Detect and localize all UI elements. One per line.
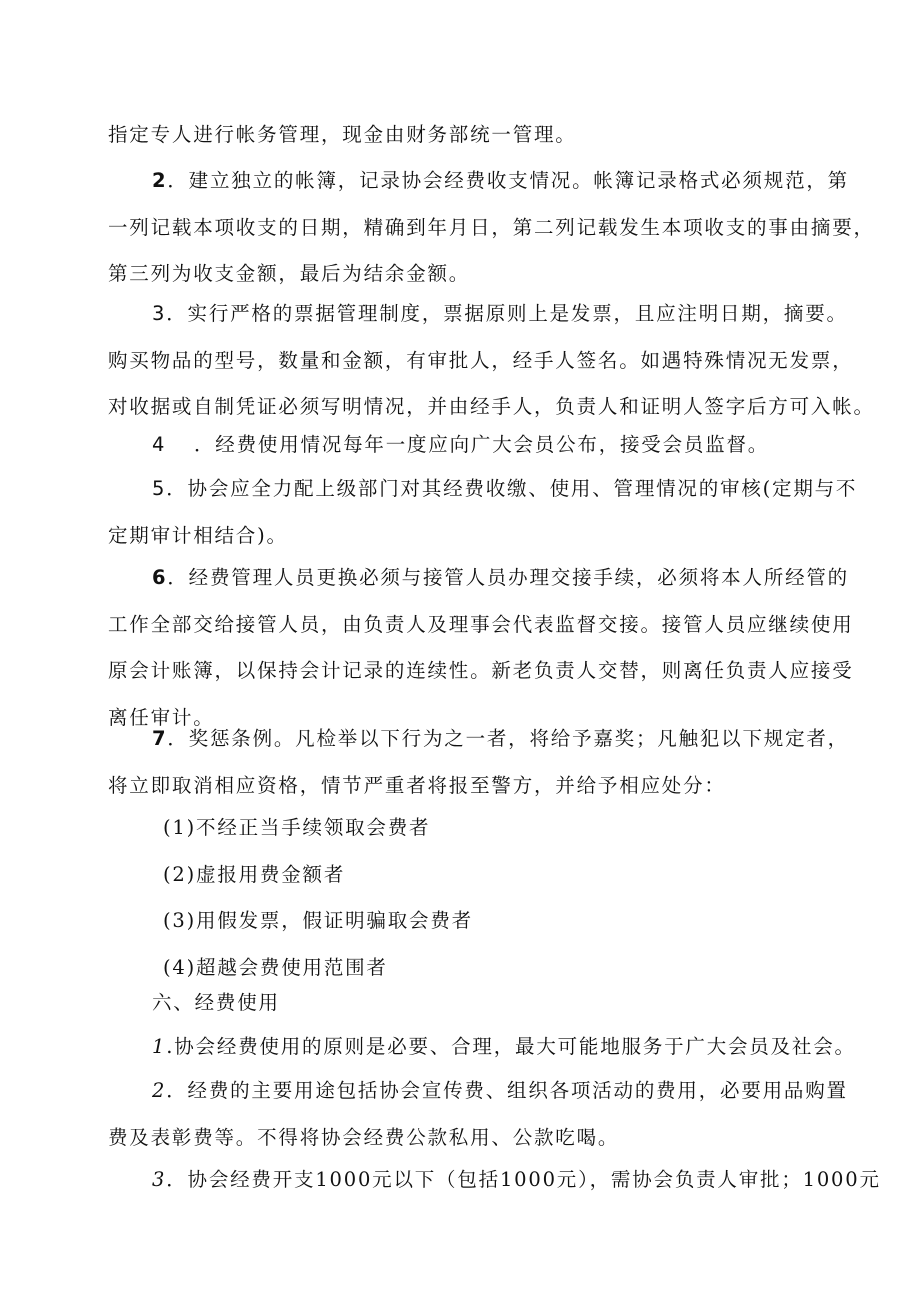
text-segment: ．经费管理人员更换必须与接管人员办理交接手续，必须将本人所经管的 bbox=[167, 566, 849, 589]
text-line bbox=[108, 716, 849, 763]
text-segment: ．协会应全力配上级部门对其经费收缴、使用、管理情况的审核(定期与不 bbox=[166, 477, 858, 500]
paragraph-continuation bbox=[108, 112, 577, 159]
text-segment: ．协会经费开支1000元以下（包括1000元），需协会负责人审批；1000元 bbox=[166, 1168, 881, 1191]
paragraph-item-2 bbox=[108, 158, 875, 298]
item-number: 2 bbox=[152, 169, 168, 192]
paragraph-item-3 bbox=[108, 291, 875, 431]
text-line bbox=[108, 291, 875, 338]
item-number: 6 bbox=[152, 566, 168, 589]
text-segment: ．奖惩条例。凡检举以下行为之一者，将给予嘉奖；凡触犯以下规定者， bbox=[167, 727, 849, 750]
paragraph-item-5 bbox=[108, 466, 857, 559]
list-item: (2)虚报用费金额者 bbox=[163, 862, 346, 886]
text-line bbox=[108, 422, 769, 469]
section-item-3 bbox=[108, 1157, 881, 1204]
text-segment: ．建立独立的帐簿，记录协会经费收支情况。帐簿记录格式必须规范，第 bbox=[167, 169, 849, 192]
text-line: 费及表彰费等。不得将协会经费公款私用、公款吃喝。 bbox=[108, 1125, 620, 1149]
text-line: 工作全部交给接管人员，由负责人及理事会代表监督交接。接管人员应继续使用 bbox=[108, 612, 854, 636]
text-line bbox=[108, 555, 854, 602]
text-segment: ．经费使用情况每年一度应向广大会员公布，接受会员监督。 bbox=[194, 433, 770, 456]
item-number: 1 bbox=[152, 1035, 167, 1058]
list-item: (3)用假发票，假证明骗取会费者 bbox=[163, 909, 473, 932]
paragraph-item-6 bbox=[108, 555, 854, 741]
section-heading bbox=[152, 980, 280, 1027]
item-number: 3 bbox=[152, 1168, 167, 1191]
text-line: 离任审计。 bbox=[108, 705, 215, 729]
text-line bbox=[108, 466, 857, 513]
section-item-1 bbox=[108, 1024, 856, 1071]
text-line bbox=[108, 1068, 848, 1115]
text-line: 一列记载本项收支的日期，精确到年月日，第二列记载发生本项收支的事由摘要， bbox=[108, 215, 875, 239]
text-line bbox=[108, 1024, 856, 1071]
text-line bbox=[108, 1157, 881, 1204]
item-number: 3 bbox=[152, 302, 167, 325]
item-number: 5 bbox=[152, 477, 167, 500]
sub-item-list bbox=[163, 805, 473, 991]
text-line: 第三列为收支金额，最后为结余金额。 bbox=[108, 262, 471, 285]
text-line: 购买物品的型号，数量和金额，有审批人，经手人签名。如遇特殊情况无发票， bbox=[108, 348, 854, 372]
text-segment: ．经费的主要用途包括协会宣传费、组织各项活动的费用，必要用品购置 bbox=[166, 1079, 848, 1102]
section-title: 六、经费使用 bbox=[152, 991, 280, 1014]
text-line bbox=[108, 158, 875, 205]
item-number: 7 bbox=[152, 727, 168, 750]
item-number: 2 bbox=[152, 1079, 167, 1102]
item-number: 4 bbox=[152, 433, 167, 456]
text-line: 定期审计相结合)。 bbox=[108, 523, 288, 547]
paragraph-item-4 bbox=[108, 422, 769, 469]
text-segment: .协会经费使用的原则是必要、合理，最大可能地服务于广大会员及社会。 bbox=[166, 1035, 856, 1058]
list-item: (4)超越会费使用范围者 bbox=[163, 955, 388, 979]
text-line: 将立即取消相应资格，情节严重者将报至警方，并给予相应处分： bbox=[108, 773, 726, 797]
text-segment: ．实行严格的票据管理制度，票据原则上是发票，且应注明日期，摘要。 bbox=[166, 302, 848, 325]
section-item-2 bbox=[108, 1068, 848, 1161]
text-line: 对收据或自制凭证必须写明情况，并由经手人，负责人和证明人签字后方可入帐。 bbox=[108, 395, 875, 418]
paragraph-item-7 bbox=[108, 716, 849, 809]
text-line: 原会计账簿，以保持会计记录的连续性。新老负责人交替，则离任负责人应接受 bbox=[108, 659, 854, 682]
list-item: (1)不经正当手续领取会费者 bbox=[163, 816, 431, 839]
text-line: 指定专人进行帐务管理，现金由财务部统一管理。 bbox=[108, 123, 577, 146]
